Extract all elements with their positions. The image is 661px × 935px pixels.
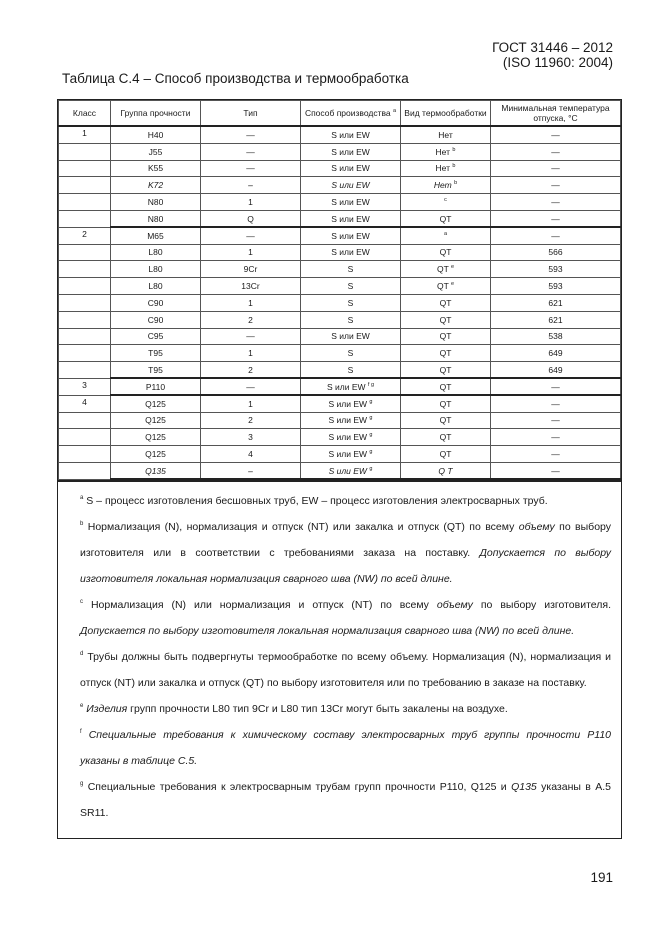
temp-cell: 649	[491, 362, 621, 379]
type-cell: —	[201, 227, 301, 244]
table-row	[59, 278, 621, 295]
table-header-row	[59, 101, 621, 127]
table-frame	[57, 99, 622, 839]
table-row	[59, 194, 621, 211]
table-row	[59, 429, 621, 446]
heat-cell: Q T	[401, 462, 491, 479]
footnote-c: $^c$ Нормализация (N) или нормализация и отпуск (NT) по всему объему по выбору изготовителя. Допускается по выбору изготовителя локальная нормализация сварного шва (NW) по всей длине.	[80, 599, 611, 638]
table-row	[59, 177, 621, 194]
temp-cell: —	[491, 446, 621, 463]
method-cell: S или EW	[301, 143, 401, 160]
grade-cell: N80	[111, 210, 201, 227]
grade-cell: T95	[111, 345, 201, 362]
class-cell	[59, 210, 111, 227]
type-cell: 3	[201, 429, 301, 446]
table-row	[59, 261, 621, 278]
grade-cell: K55	[111, 160, 201, 177]
heat-cell: QT	[401, 429, 491, 446]
footnote-d: $^d$ Трубы должны быть подвергнуты термообработке по всему объему. Нормализация (N), нормализация и отпуск (NT) или закалка и отпуск (QT) по выбору изготовителя или по требованию в заказе на поставку.	[80, 651, 611, 690]
class-cell	[59, 429, 111, 446]
heat-cell: Нет	[401, 126, 491, 143]
col-header-grade: Группа прочности	[111, 101, 201, 127]
footnote-g: $^g$ Специальные требования к электросварным трубам групп прочности P110, Q125 и Q135 указаны в A.5 SR11.	[80, 781, 612, 820]
type-cell: Q	[201, 210, 301, 227]
table-row	[59, 328, 621, 345]
standard-code: ГОСТ 31446 – 2012	[492, 40, 613, 55]
grade-cell: L80	[111, 261, 201, 278]
temp-cell: 538	[491, 328, 621, 345]
class-cell	[59, 362, 111, 379]
table-row	[59, 345, 621, 362]
temp-cell: —	[491, 210, 621, 227]
class-cell: 4	[59, 395, 111, 412]
heat-cell: QT	[401, 345, 491, 362]
table-row	[59, 462, 621, 479]
heat-cell: QT	[401, 244, 491, 261]
type-cell: 1	[201, 395, 301, 412]
grade-cell: T95	[111, 362, 201, 379]
table-row	[59, 412, 621, 429]
grade-cell: C90	[111, 294, 201, 311]
table-caption: Таблица С.4 – Способ производства и термообработка	[62, 71, 409, 86]
document-header	[492, 40, 613, 70]
class-cell	[59, 412, 111, 429]
method-cell: S	[301, 294, 401, 311]
type-cell: —	[201, 378, 301, 395]
type-cell: 13Cr	[201, 278, 301, 295]
heat-cell: QT	[401, 210, 491, 227]
table-notes	[58, 480, 621, 826]
temp-cell: —	[491, 227, 621, 244]
method-cell: S или EW $^{f g}$	[301, 378, 401, 395]
class-cell	[59, 261, 111, 278]
grade-cell: Q135	[111, 462, 201, 479]
heat-cell: QT	[401, 378, 491, 395]
method-cell: S или EW	[301, 328, 401, 345]
class-cell	[59, 177, 111, 194]
grade-cell: P110	[111, 378, 201, 395]
type-cell: —	[201, 160, 301, 177]
class-cell	[59, 244, 111, 261]
class-cell	[59, 446, 111, 463]
heat-cell: QT $^e$	[401, 261, 491, 278]
footnote-b: $^b$ Нормализация (N), нормализация и отпуск (NT) или закалка и отпуск (QT) по всему объему по выбору изготовителя или в соответствии с требованиями заказа на поставку. Допускается по выбору изготовителя локальная нормализация сварного шва (NW) по всей длине.	[80, 521, 612, 586]
heat-cell: QT	[401, 294, 491, 311]
temp-cell: —	[491, 143, 621, 160]
grade-cell: N80	[111, 194, 201, 211]
class-cell	[59, 143, 111, 160]
temp-cell: —	[491, 462, 621, 479]
footnote-e: $^e$ Изделия групп прочности L80 тип 9Cr и L80 тип 13Cr могут быть закалены на воздухе.	[80, 703, 508, 716]
method-cell: S	[301, 278, 401, 295]
col-header-class: Класс	[59, 101, 111, 127]
table-row	[59, 446, 621, 463]
table-row	[59, 210, 621, 227]
method-cell: S	[301, 362, 401, 379]
temp-cell: —	[491, 177, 621, 194]
type-cell: 2	[201, 311, 301, 328]
temp-cell: 593	[491, 278, 621, 295]
method-cell: S или EW	[301, 177, 401, 194]
grade-cell: C95	[111, 328, 201, 345]
type-cell: —	[201, 328, 301, 345]
col-header-temp: Минимальная температура отпуска, °С	[491, 101, 621, 127]
temp-cell: —	[491, 412, 621, 429]
grade-cell: C90	[111, 311, 201, 328]
table-row	[59, 362, 621, 379]
type-cell: 1	[201, 294, 301, 311]
table-row	[59, 126, 621, 143]
table-row	[59, 311, 621, 328]
class-cell	[59, 462, 111, 479]
table-row	[59, 378, 621, 395]
method-cell: S или EW	[301, 227, 401, 244]
method-cell: S или EW	[301, 244, 401, 261]
table-row	[59, 294, 621, 311]
class-cell: 3	[59, 378, 111, 395]
temp-cell: 621	[491, 311, 621, 328]
grade-cell: J55	[111, 143, 201, 160]
type-cell: —	[201, 126, 301, 143]
method-cell: S или EW	[301, 194, 401, 211]
temp-cell: 621	[491, 294, 621, 311]
heat-cell: QT	[401, 311, 491, 328]
type-cell: 2	[201, 412, 301, 429]
col-header-heat: Вид термообработки	[401, 101, 491, 127]
method-cell: S или EW	[301, 160, 401, 177]
heat-cell: QT $^e$	[401, 278, 491, 295]
method-cell: S или EW $^g$	[301, 395, 401, 412]
type-cell: –	[201, 177, 301, 194]
standard-iso: (ISO 11960: 2004)	[502, 55, 613, 70]
class-cell	[59, 294, 111, 311]
type-cell: —	[201, 143, 301, 160]
heat-cell: QT	[401, 412, 491, 429]
type-cell: 1	[201, 244, 301, 261]
grade-cell: Q125	[111, 395, 201, 412]
heat-cell: c	[401, 194, 491, 211]
heat-cell: Нет $^b$	[401, 177, 491, 194]
class-cell: 1	[59, 126, 111, 143]
method-cell: S или EW $^g$	[301, 462, 401, 479]
grade-cell: M65	[111, 227, 201, 244]
method-cell: S или EW $^g$	[301, 412, 401, 429]
table-row	[59, 160, 621, 177]
temp-cell: —	[491, 160, 621, 177]
temp-cell: —	[491, 126, 621, 143]
class-cell	[59, 194, 111, 211]
col-header-method: Способ производства $^a$	[301, 101, 401, 127]
method-cell: S или EW $^g$	[301, 446, 401, 463]
heat-cell: QT	[401, 446, 491, 463]
temp-cell: —	[491, 395, 621, 412]
heat-cell: a	[401, 227, 491, 244]
temp-cell: —	[491, 378, 621, 395]
class-cell	[59, 311, 111, 328]
grade-cell: Q125	[111, 412, 201, 429]
heat-cell: QT	[401, 328, 491, 345]
class-cell	[59, 328, 111, 345]
table-row	[59, 143, 621, 160]
class-cell	[59, 278, 111, 295]
method-cell: S или EW	[301, 210, 401, 227]
class-cell: 2	[59, 227, 111, 244]
grade-cell: L80	[111, 244, 201, 261]
grade-cell: L80	[111, 278, 201, 295]
class-cell	[59, 160, 111, 177]
temp-cell: 649	[491, 345, 621, 362]
type-cell: 1	[201, 194, 301, 211]
type-cell: 2	[201, 362, 301, 379]
grade-cell: K72	[111, 177, 201, 194]
grade-cell: Q125	[111, 446, 201, 463]
method-cell: S	[301, 261, 401, 278]
method-cell: S или EW	[301, 126, 401, 143]
grade-cell: H40	[111, 126, 201, 143]
footnote-f: $^f$ Специальные требования к химическому составу электросварных труб группы прочности P110 указаны в таблице С.5.	[80, 729, 611, 768]
heat-treatment-table	[58, 100, 621, 480]
type-cell: 1	[201, 345, 301, 362]
col-header-type: Тип	[201, 101, 301, 127]
temp-cell: 593	[491, 261, 621, 278]
page-number: 191	[590, 870, 613, 885]
method-cell: S или EW $^g$	[301, 429, 401, 446]
heat-cell: Нет $^b$	[401, 143, 491, 160]
type-cell: –	[201, 462, 301, 479]
table-row	[59, 395, 621, 412]
heat-cell: QT	[401, 395, 491, 412]
class-cell	[59, 345, 111, 362]
method-cell: S	[301, 311, 401, 328]
heat-cell: Нет $^b$	[401, 160, 491, 177]
grade-cell: Q125	[111, 429, 201, 446]
temp-cell: —	[491, 429, 621, 446]
heat-cell: QT	[401, 362, 491, 379]
type-cell: 4	[201, 446, 301, 463]
table-row	[59, 244, 621, 261]
footnote-a: $^a$ S – процесс изготовления бесшовных труб, EW – процесс изготовления электросварных труб.	[80, 495, 548, 508]
method-cell: S	[301, 345, 401, 362]
temp-cell: 566	[491, 244, 621, 261]
type-cell: 9Cr	[201, 261, 301, 278]
table-row	[59, 227, 621, 244]
temp-cell: —	[491, 194, 621, 211]
